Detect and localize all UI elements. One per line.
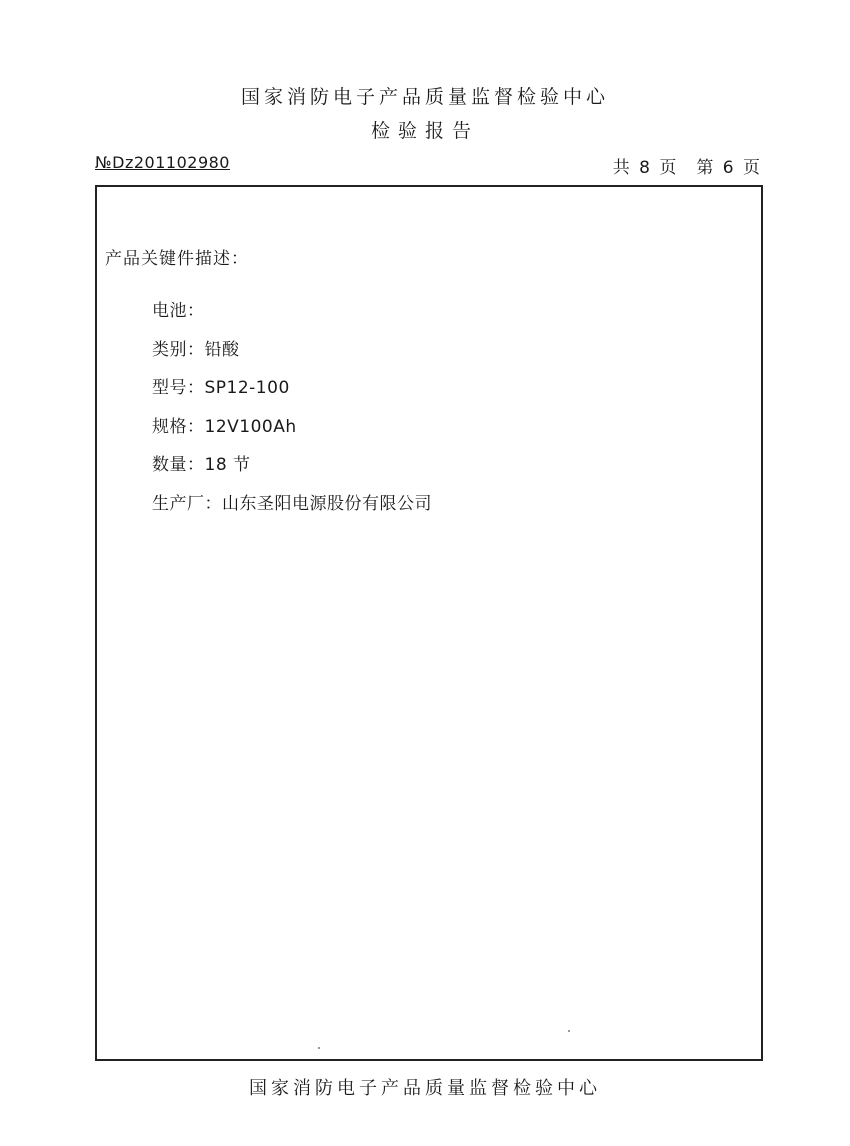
report-title: 检验报告 bbox=[370, 120, 479, 142]
scan-speck bbox=[318, 1047, 320, 1049]
spec-manufacturer: 生产厂：山东圣阳电源股份有限公司 bbox=[152, 493, 432, 514]
current-page: 第 6 页 bbox=[696, 158, 762, 178]
total-pages: 共 8 页 bbox=[612, 158, 679, 178]
component-spec-list bbox=[152, 296, 432, 527]
report-number: №Dz201102980 bbox=[95, 153, 230, 172]
spec-quantity: 数量：18 节 bbox=[152, 455, 251, 475]
section-title: 产品关键件描述： bbox=[105, 249, 249, 269]
spec-rating: 规格：12V100Ah bbox=[152, 416, 297, 437]
spec-category: 类别：铅酸 bbox=[152, 339, 240, 360]
spec-model: 型号：SP12-100 bbox=[152, 378, 290, 398]
footer-organization: 国家消防电子产品质量监督检验中心 bbox=[249, 1078, 601, 1099]
scan-speck bbox=[568, 1030, 570, 1032]
spec-battery: 电池： bbox=[152, 301, 205, 321]
page-info bbox=[613, 153, 762, 178]
organization-title: 国家消防电子产品质量监督检验中心 bbox=[240, 86, 609, 108]
